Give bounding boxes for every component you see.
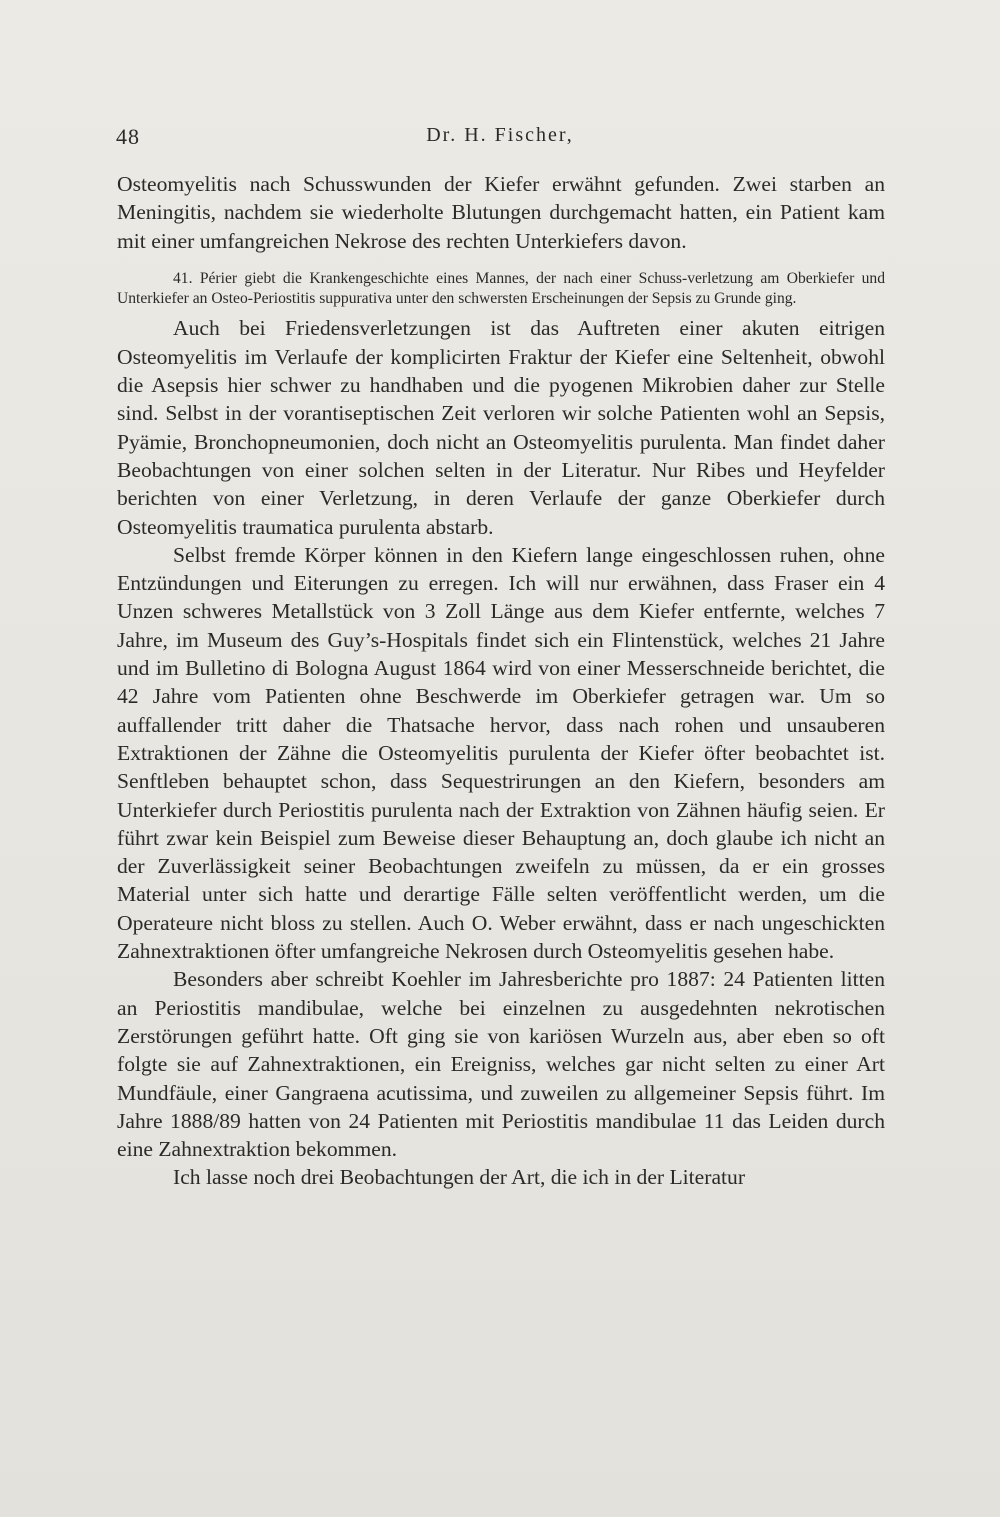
case-note-41: 41. Périer giebt die Krankengeschichte eines Mannes, der nach einer Schuss-verletzung am Oberkiefer und Unterkiefer an Osteo-Periostitis suppurativa unter den schwersten Erscheinungen der Sepsis zu Grunde ging.	[117, 269, 885, 307]
body-text	[117, 170, 885, 1192]
paragraph-2: Auch bei Friedensverletzungen ist das Auftreten einer akuten eitrigen Osteomyelitis im Verlaufe der komplicirten Fraktur der Kiefer eine Seltenheit, obwohl die Asepsis hier schwer zu handhaben und die pyogenen Mikrobien daher zur Stelle sind. Selbst in der vorantiseptischen Zeit verloren wir solche Patienten wohl an Sepsis, Pyämie, Bronchopneumonien, doch nicht an Osteomyelitis purulenta. Man findet daher Beobachtungen von einer solchen selten in der Literatur. Nur Ribes und Heyfelder berichten von einer Verletzung, in deren Verlaufe der ganze Oberkiefer durch Osteomyelitis traumatica purulenta abstarb.	[117, 316, 885, 539]
paragraph-4: Besonders aber schreibt Koehler im Jahresberichte pro 1887: 24 Patienten litten an Periostitis mandibulae, welche bei einzelnen zu ausgedehnten nekrotischen Zerstörungen geführt hatte. Oft ging sie von kariösen Wurzeln aus, aber eben so oft folgte sie auf Zahnextraktionen, ein Ereigniss, welches gar nicht selten zu einer Art Mundfäule, einer Gangraena acutissima, und zuweilen zu allgemeiner Sepsis führt. Im Jahre 1888/89 hatten von 24 Patienten mit Periostitis mandibulae 11 das Leiden durch eine Zahnextraktion bekommen.	[117, 967, 885, 1162]
page-header	[116, 124, 884, 156]
page-number: 48	[116, 124, 140, 149]
running-head: Dr. H. Fischer,	[426, 124, 574, 146]
paragraph-5: Ich lasse noch drei Beobachtungen der Art, die ich in der Literatur	[173, 1165, 746, 1190]
paragraph-3: Selbst fremde Körper können in den Kiefern lange eingeschlossen ruhen, ohne Entzündungen und Eiterungen zu erregen. Ich will nur erwähnen, dass Fraser ein 4 Unzen schweres Metallstück von 3 Zoll Länge aus dem Kiefer entfernte, welches 7 Jahre, im Museum des Guy’s-Hospitals findet sich ein Flintenstück, welches 21 Jahre und im Bulletino di Bologna August 1864 wird von einer Messerschneide berichtet, die 42 Jahre vom Patienten ohne Beschwerde im Oberkiefer getragen war. Um so auffallender tritt daher die Thatsache hervor, dass nach rohen und unsauberen Extraktionen der Zähne die Osteomyelitis purulenta der Kiefer öfter beobachtet ist. Senftleben behauptet schon, dass Sequestrirungen an den Kiefern, besonders am Unterkiefer durch Periostitis purulenta nach der Extraktion von Zähnen häufig seien. Er führt zwar kein Beispiel zum Beweise dieser Behauptung an, doch glaube ich nicht an der Zuverlässigkeit seiner Beobachtungen zweifeln zu müssen, da er ein grosses Material unter sich hatte und derartige Fälle selten veröffentlicht werden, um die Operateure nicht bloss zu stellen. Auch O. Weber erwähnt, dass er nach ungeschickten Zahnextraktionen öfter umfangreiche Nekrosen durch Osteomyelitis gesehen habe.	[117, 542, 885, 964]
paragraph-1: Osteomyelitis nach Schusswunden der Kiefer erwähnt gefunden. Zwei starben an Meningitis, nachdem sie wiederholte Blutungen durchgemacht hatten, ein Patient kam mit einer umfangreichen Nekrose des rechten Unterkiefers davon.	[117, 172, 885, 253]
